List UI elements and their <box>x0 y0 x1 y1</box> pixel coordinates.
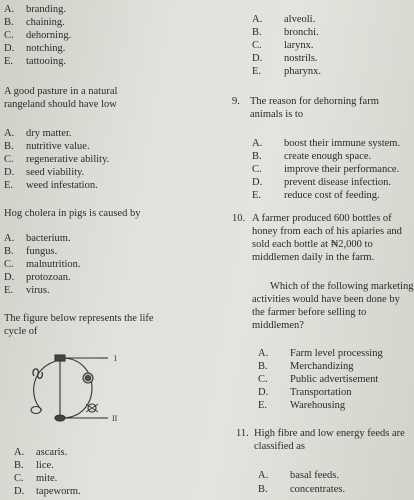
option: C. dehorning. <box>4 30 72 41</box>
option: B. create enough space. <box>252 151 372 162</box>
question-number: 10. <box>232 213 246 224</box>
question-stem: rangeland should have low <box>4 99 117 110</box>
option: E. reduce cost of feeding. <box>252 190 380 201</box>
option: B. lice. <box>14 460 54 471</box>
question-stem: The reason for dehorning farm <box>250 96 379 107</box>
option: B. concentrates. <box>258 484 346 495</box>
option: A. bacterium. <box>4 233 71 244</box>
option: A. alveoli. <box>252 14 316 25</box>
option: C. larynx. <box>252 40 314 51</box>
question-stem: A good pasture in a natural <box>4 86 118 97</box>
option: E. pharynx. <box>252 66 322 77</box>
option: D. tapeworm. <box>14 486 81 497</box>
question-stem: honey from each of his apiaries and <box>252 226 402 237</box>
option: D. seed viability. <box>4 167 85 178</box>
option: B. nutritive value. <box>4 141 90 152</box>
option: C. malnutrition. <box>4 259 81 270</box>
option: D. protozoan. <box>4 272 71 283</box>
option: B. Merchandizing <box>258 361 354 372</box>
option: E. virus. <box>4 285 50 296</box>
question-stem: The figure below represents the life <box>4 313 154 324</box>
question-stem: animals is to <box>250 109 304 120</box>
option: B. bronchi. <box>252 27 319 38</box>
question-stem: the farmer before selling to <box>252 307 367 318</box>
option: A. ascaris. <box>14 447 68 458</box>
option: D. notching. <box>4 43 66 54</box>
option: D. prevent disease infection. <box>252 177 391 188</box>
figure-label-bottom: II <box>112 414 118 423</box>
question-stem: activities would have been done by <box>252 294 400 305</box>
option: D. Transportation <box>258 387 352 398</box>
option: A. boost their immune system. <box>252 138 401 149</box>
question-number: 9. <box>232 96 240 107</box>
option: A. Farm level processing <box>258 348 383 359</box>
question-stem: Which of the following marketing <box>270 281 414 292</box>
question-stem: middlemen daily in the farm. <box>252 252 375 263</box>
figure-label-top: I <box>114 354 117 363</box>
option: C. mite. <box>14 473 58 484</box>
option: E. Warehousing <box>258 400 346 411</box>
option: E. tattooing. <box>4 56 66 67</box>
question-stem: A farmer produced 600 bottles of <box>252 213 392 224</box>
life-cycle-figure <box>22 348 142 428</box>
option: A. branding. <box>4 4 66 15</box>
option: B. fungus. <box>4 246 58 257</box>
question-stem: Hog cholera in pigs is caused by <box>4 208 141 219</box>
option: A. basal feeds. <box>258 470 339 481</box>
question-stem: sold each bottle at ₦2,000 to <box>252 239 373 250</box>
option: D. nostrils. <box>252 53 318 64</box>
question-stem: middlemen? <box>252 320 304 331</box>
question-number: 11. <box>236 428 249 439</box>
question-stem: cycle of <box>4 326 38 337</box>
option: B. chaining. <box>4 17 65 28</box>
option: E. weed infestation. <box>4 180 98 191</box>
option: A. dry matter. <box>4 128 72 139</box>
option: C. Public advertisement <box>258 374 379 385</box>
question-stem: High fibre and low energy feeds are <box>254 428 405 439</box>
question-stem: classified as <box>254 441 306 452</box>
option: C. regenerative ability. <box>4 154 110 165</box>
option: C. improve their performance. <box>252 164 400 175</box>
